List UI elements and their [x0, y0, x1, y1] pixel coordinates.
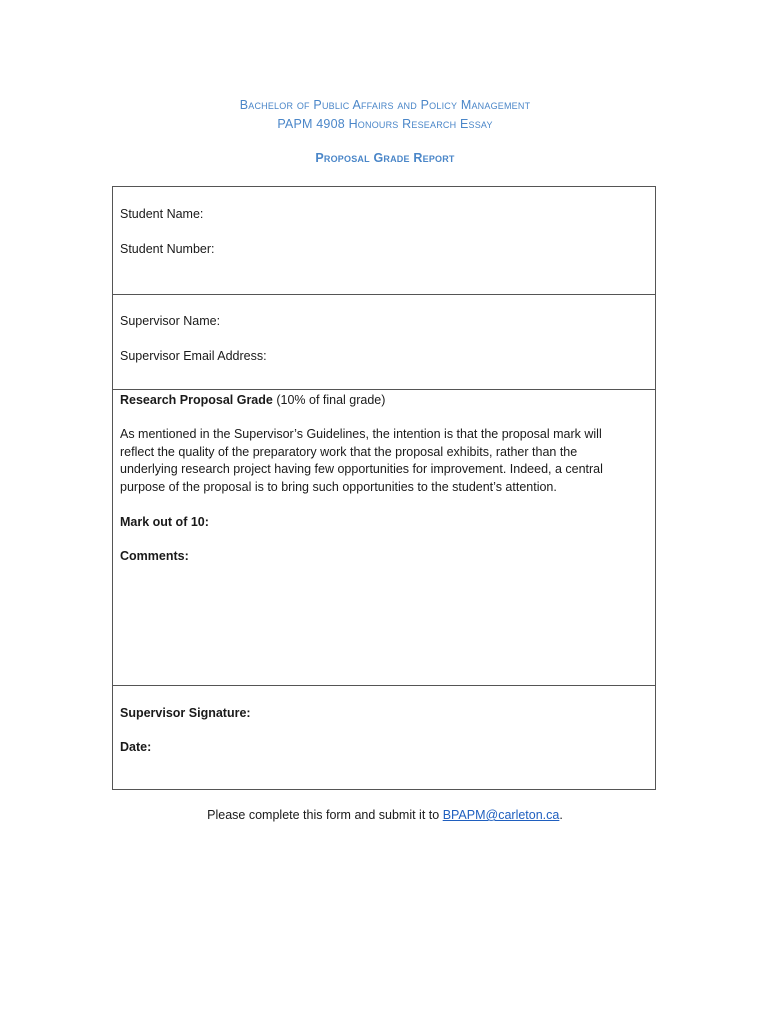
- report-title: Proposal Grade Report: [315, 151, 455, 165]
- paragraph-line: purpose of the proposal is to bring such opportunities to the student’s attention.: [120, 479, 557, 494]
- submission-email-link[interactable]: BPAPM@carleton.ca: [442, 808, 560, 822]
- footer-period: .: [559, 808, 563, 822]
- supervisor-signature-label: Supervisor Signature:: [120, 706, 251, 720]
- paragraph-line: underlying research project having few opportunities for improvement. Indeed, a central: [120, 462, 603, 476]
- supervisor-email-label: Supervisor Email Address:: [120, 349, 267, 363]
- course-title: PAPM 4908 Honours Research Essay: [277, 117, 493, 131]
- supervisor-info-section: [113, 295, 655, 390]
- guidelines-paragraph: [120, 426, 640, 496]
- proposal-grade-section: [113, 390, 655, 686]
- student-number-label: Student Number:: [120, 242, 215, 256]
- grade-heading: [120, 392, 385, 409]
- grade-heading-bold: Research Proposal Grade: [120, 393, 273, 407]
- mark-label: Mark out of 10:: [120, 515, 209, 529]
- date-label: Date:: [120, 740, 152, 754]
- document-header: [0, 96, 770, 134]
- grade-heading-note: (10% of final grade): [272, 393, 386, 407]
- supervisor-name-label: Supervisor Name:: [120, 314, 221, 328]
- grade-report-form: [112, 186, 656, 790]
- footer-text: Please complete this form and submit it to: [207, 808, 443, 822]
- student-info-section: [113, 187, 655, 295]
- signature-section: [113, 686, 655, 791]
- comments-label: Comments:: [120, 549, 189, 563]
- student-name-label: Student Name:: [120, 207, 204, 221]
- paragraph-line: As mentioned in the Supervisor’s Guidelines, the intention is that the proposal mark will: [120, 427, 602, 441]
- submission-instructions: [0, 808, 770, 822]
- program-title: Bachelor of Public Affairs and Policy Management: [239, 98, 531, 112]
- paragraph-line: reflect the quality of the preparatory work that the proposal exhibits, rather than the: [120, 444, 578, 459]
